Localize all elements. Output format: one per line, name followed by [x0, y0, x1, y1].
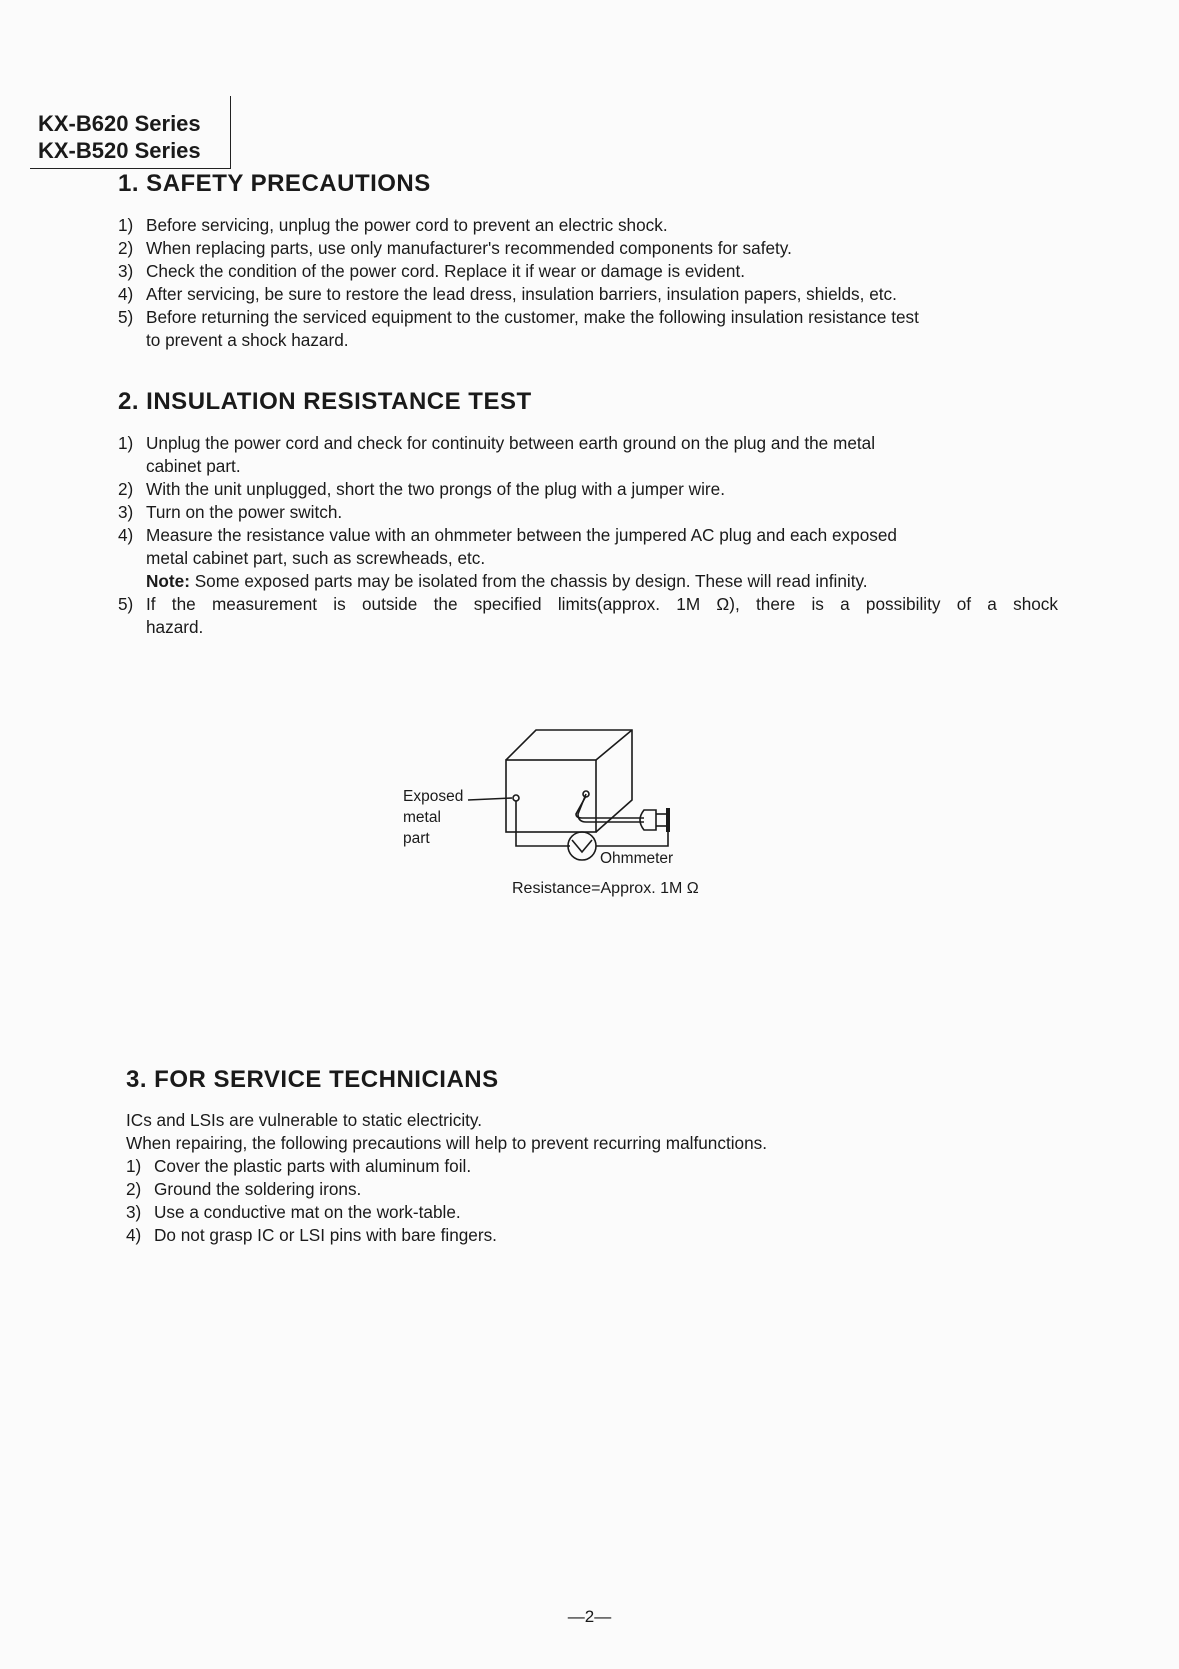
- list-item: [126, 1178, 1026, 1201]
- list-item: [126, 1224, 1026, 1247]
- item-number: 2): [118, 238, 134, 258]
- note-label: Note:: [146, 571, 190, 591]
- intro-line: ICs and LSIs are vulnerable to static electricity.: [126, 1110, 483, 1130]
- item-continuation: metal cabinet part, such as screwheads, etc.: [146, 548, 486, 568]
- item-text: After servicing, be sure to restore the lead dress, insulation barriers, insulation papers, shields, etc.: [146, 284, 897, 304]
- list-item: [118, 283, 1058, 306]
- list-item: [126, 1201, 1026, 1224]
- list-item: [118, 501, 1058, 524]
- exposed-screw: [513, 795, 519, 801]
- series-header: [30, 96, 231, 169]
- item-text: Do not grasp IC or LSI pins with bare fingers.: [154, 1225, 497, 1245]
- test-lead-left: [516, 801, 570, 846]
- item-text: With the unit unplugged, short the two prongs of the plug with a jumper wire.: [146, 479, 725, 499]
- safety-list: [118, 214, 1058, 352]
- item-text: Check the condition of the power cord. Replace it if wear or damage is evident.: [146, 261, 746, 281]
- intro-line: When repairing, the following precautions will help to prevent recurring malfunctions.: [126, 1133, 768, 1153]
- ohmmeter-needle: [572, 840, 592, 852]
- label-line: Exposed: [403, 788, 464, 805]
- note-line: [118, 570, 1058, 593]
- power-cord: [576, 796, 644, 818]
- item-continuation: hazard.: [146, 617, 204, 637]
- label-line: metal: [403, 809, 441, 826]
- item-number: 4): [118, 284, 134, 304]
- item-number: 5): [118, 594, 134, 614]
- item-text: When replacing parts, use only manufacturer's recommended components for safety.: [146, 238, 792, 258]
- ohmmeter-label: Ohmmeter: [600, 850, 674, 867]
- item-number: 3): [126, 1202, 142, 1222]
- page-number: —2—: [567, 1607, 612, 1626]
- item-number: 3): [118, 502, 134, 522]
- item-text: Before servicing, unplug the power cord to prevent an electric shock.: [146, 215, 668, 235]
- series-title-2: KX-B520 Series: [38, 138, 201, 163]
- list-item: [118, 214, 1058, 237]
- list-item: [118, 432, 1058, 455]
- list-item: [118, 237, 1058, 260]
- list-item: [118, 593, 1058, 616]
- list-item: [118, 524, 1058, 547]
- list-item: [118, 260, 1058, 283]
- item-text: Ground the soldering irons.: [154, 1179, 362, 1199]
- section-title-insulation: 2. INSULATION RESISTANCE TEST: [118, 388, 532, 415]
- list-item: [118, 478, 1058, 501]
- series-title-1: KX-B620 Series: [38, 111, 201, 136]
- section-title-technicians: 3. FOR SERVICE TECHNICIANS: [126, 1066, 499, 1093]
- resistance-caption: Resistance=Approx. 1M Ω: [512, 880, 699, 897]
- ohmmeter-symbol: [568, 832, 596, 860]
- item-continuation: to prevent a shock hazard.: [146, 330, 349, 350]
- exposed-part-label: [403, 786, 463, 849]
- item-number: 5): [118, 307, 134, 327]
- item-number: 4): [126, 1225, 142, 1245]
- ac-plug: [640, 810, 656, 830]
- item-number: 4): [118, 525, 134, 545]
- item-number: 2): [118, 479, 134, 499]
- item-text: If the measurement is outside the specified limits(approx. 1M Ω), there is a possibility of a shock: [146, 594, 1058, 614]
- item-text: Cover the plastic parts with aluminum foil.: [154, 1156, 472, 1176]
- note-text: Some exposed parts may be isolated from the chassis by design. These will read infinity.: [194, 571, 868, 591]
- item-text: Before returning the serviced equipment to the customer, make the following insulation resistance test: [146, 307, 919, 327]
- item-text: Turn on the power switch.: [146, 502, 343, 522]
- section-title-safety: 1. SAFETY PRECAUTIONS: [118, 170, 431, 197]
- label-line: part: [403, 830, 430, 847]
- item-number: 2): [126, 1179, 142, 1199]
- list-item: [118, 306, 1058, 329]
- cabinet-edge: [596, 730, 632, 760]
- item-text: Use a conductive mat on the work-table.: [154, 1202, 461, 1222]
- item-number: 1): [118, 215, 134, 235]
- technician-list: [126, 1155, 1026, 1247]
- item-text: Measure the resistance value with an ohmmeter between the jumpered AC plug and each exposed: [146, 525, 897, 545]
- item-text: Unplug the power cord and check for continuity between earth ground on the plug and the metal: [146, 433, 876, 453]
- list-item: [126, 1155, 1026, 1178]
- item-number: 1): [126, 1156, 142, 1176]
- item-number: 1): [118, 433, 134, 453]
- item-number: 3): [118, 261, 134, 281]
- insulation-test-diagram: [400, 718, 760, 958]
- insulation-list: [118, 432, 1058, 639]
- item-continuation: cabinet part.: [146, 456, 241, 476]
